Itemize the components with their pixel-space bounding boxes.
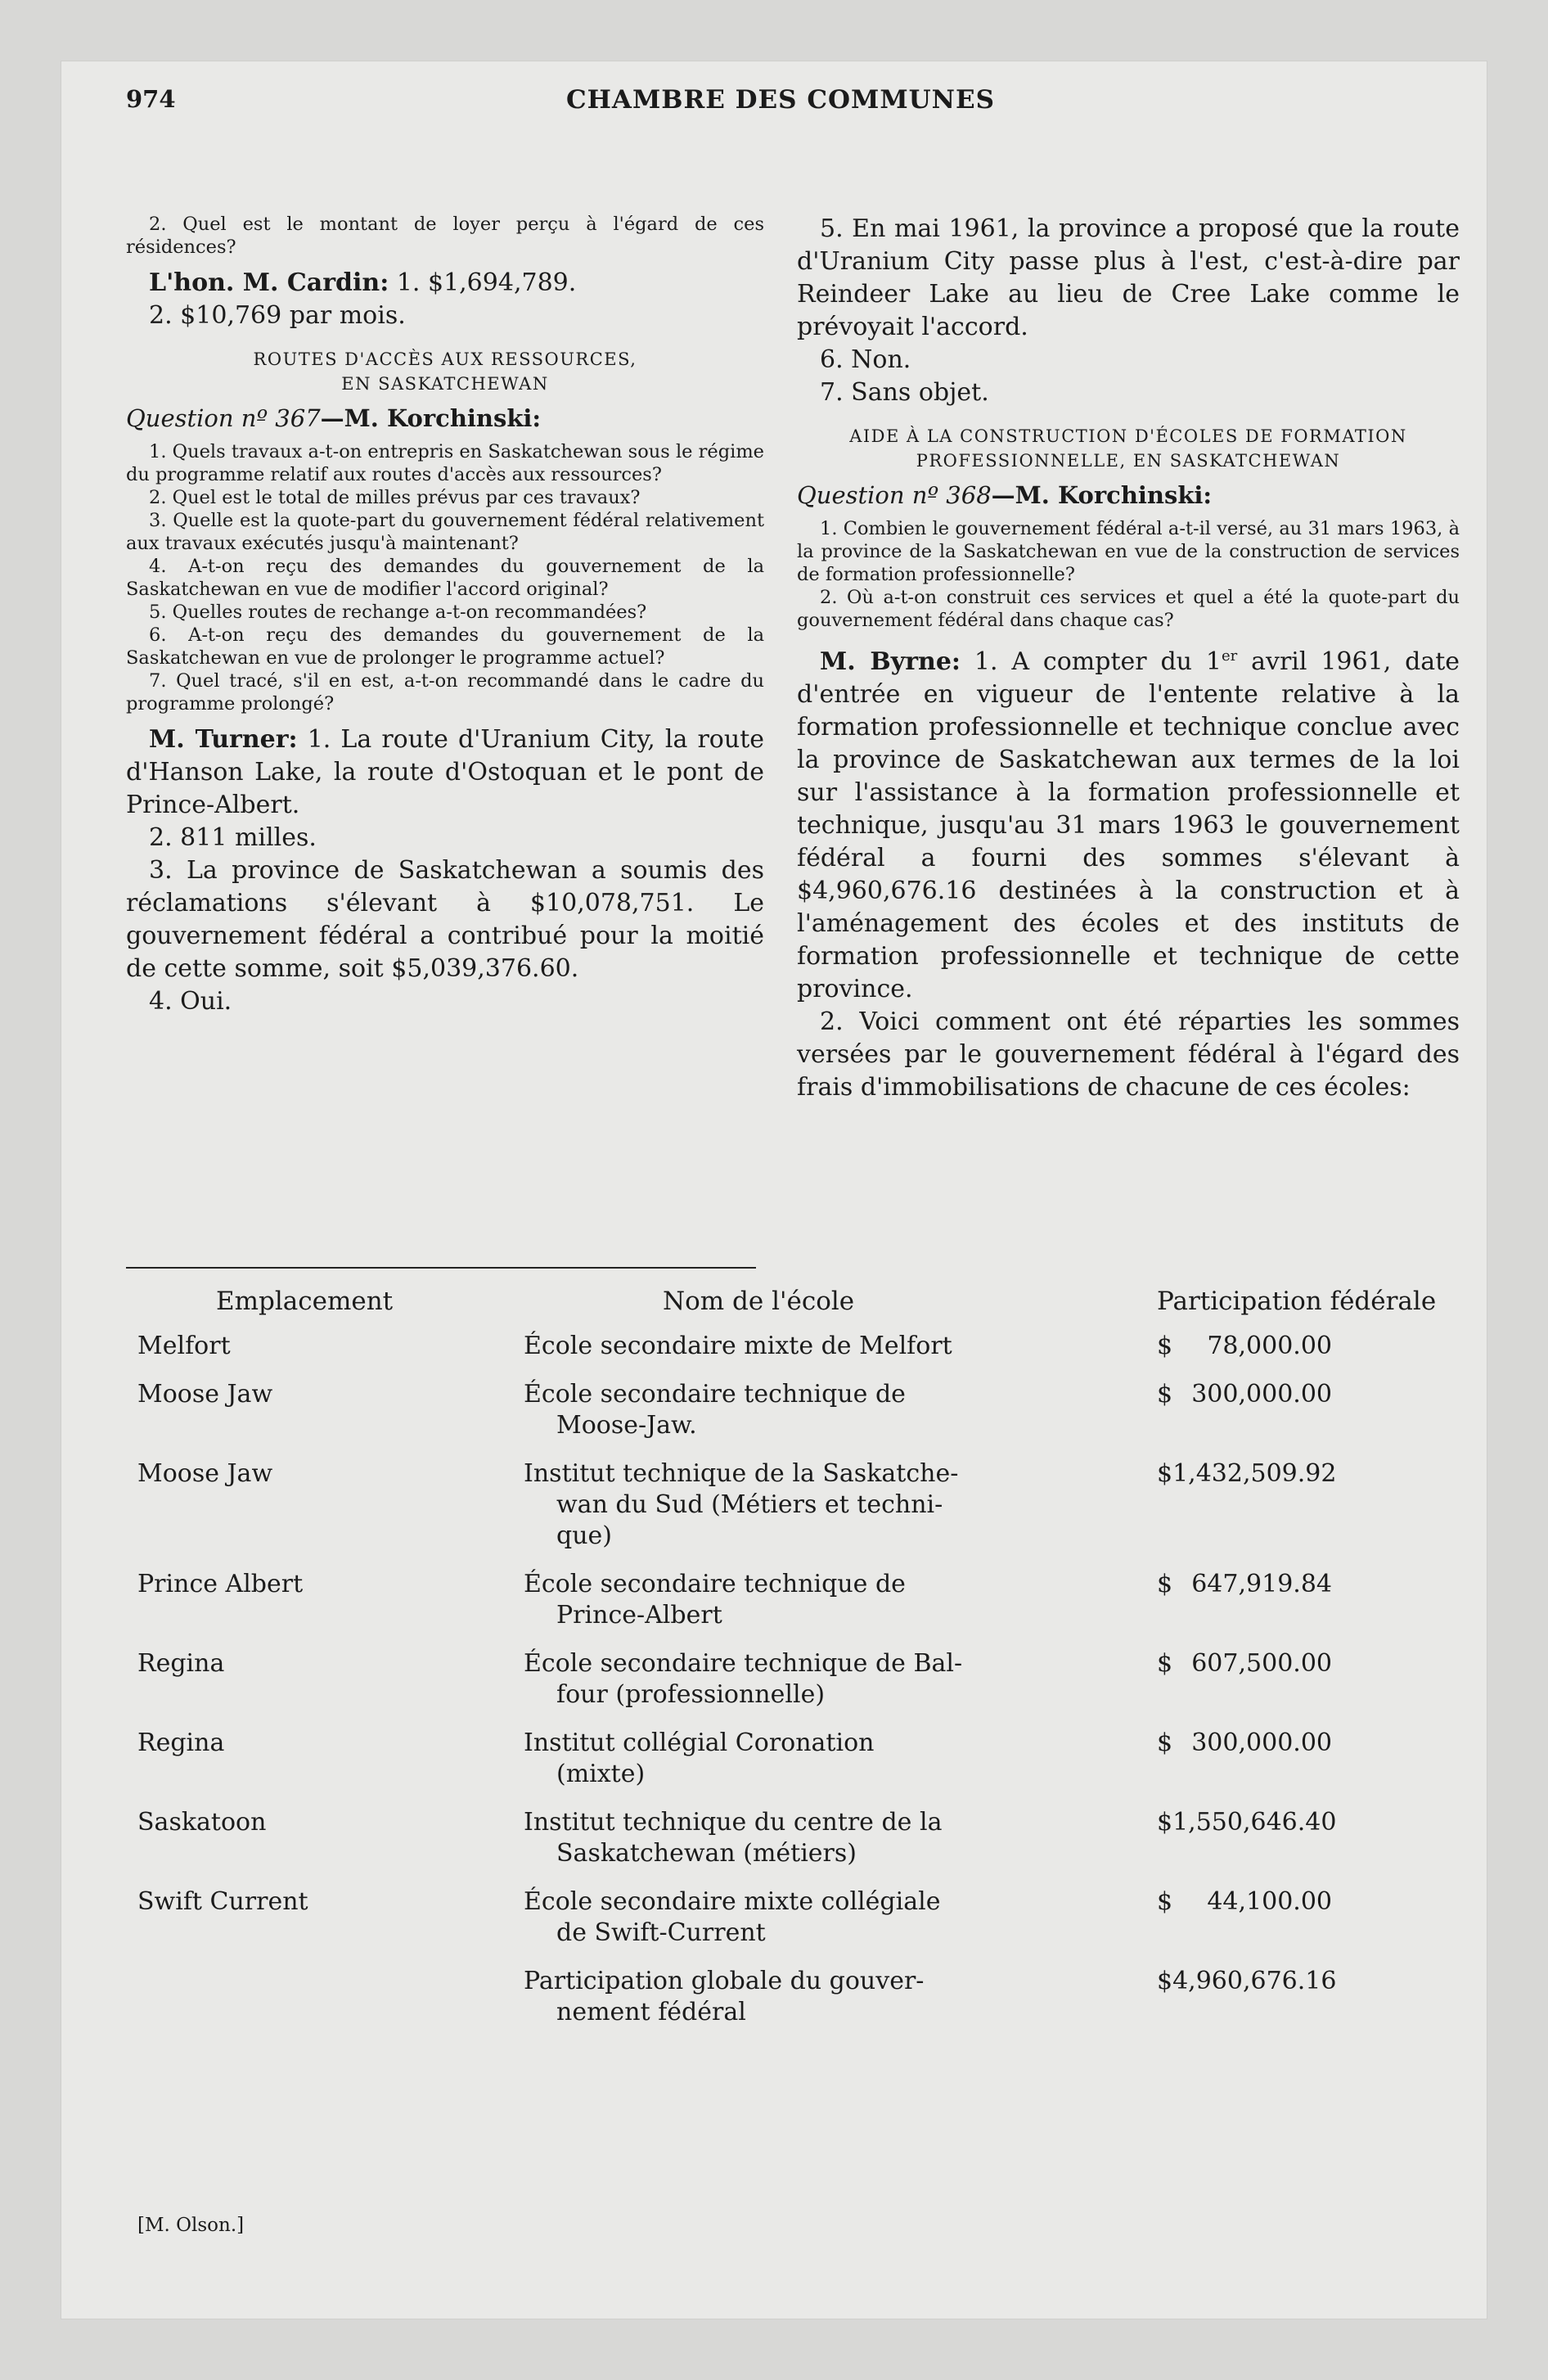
answer-text: 1. $1,694,789. — [389, 268, 577, 297]
answer-paragraph: 2. $10,769 par mois. — [149, 301, 406, 330]
school-name-line: Participation globale du gouver- — [524, 1967, 925, 1995]
question-continuation: 2. Quel est le montant de loyer perçu à l'égard de ces résidences? — [126, 214, 764, 258]
question-member: —M. Korchinski: — [320, 404, 542, 432]
divider-rules — [126, 1267, 756, 1275]
amount-value: 300,000.00 — [1191, 1380, 1332, 1409]
amount-cell — [1106, 1882, 1445, 1961]
answer-paragraph — [797, 640, 1460, 1006]
question-item: 2. Quel est le total de milles prévus par ces travaux? — [149, 487, 641, 508]
question-number — [126, 404, 764, 432]
table-body — [126, 1326, 1445, 2040]
school-name-line: Institut technique de la Saskatche- — [524, 1459, 959, 1488]
school-name-line: (mixte) — [556, 1760, 646, 1788]
amount-cell — [1106, 1454, 1445, 1564]
currency-symbol: $ — [1157, 1570, 1173, 1598]
school-name-line: nement fédéral — [556, 1998, 746, 2026]
right-column — [797, 213, 1460, 1104]
left-column — [126, 213, 764, 1018]
table-header-row — [126, 1287, 1445, 1326]
section-heading — [797, 424, 1460, 473]
divider-rule — [417, 1267, 756, 1269]
school-name-line: four (professionnelle) — [556, 1680, 826, 1709]
school-cell — [524, 1723, 1106, 1802]
question-item: 7. Quel tracé, s'il en est, a-t-on recommandé dans le cadre du programme prolongé? — [126, 670, 764, 714]
amount-cell — [1106, 1326, 1445, 1374]
school-cell — [524, 1564, 1106, 1643]
question-item: 1. Quels travaux a-t-on entrepris en Saskatchewan sous le régime du programme relatif aux routes d'accès aux ressources? — [126, 441, 764, 485]
column-header: Participation fédérale — [1157, 1287, 1437, 1316]
school-name-line: que) — [556, 1521, 612, 1550]
currency-symbol: $ — [1157, 1887, 1173, 1916]
answer-paragraph — [126, 723, 764, 822]
speaker-name: L'hon. M. Cardin: — [149, 268, 389, 297]
amount-value: 44,100.00 — [1207, 1887, 1332, 1916]
amount-value: 78,000.00 — [1207, 1332, 1332, 1360]
currency-symbol: $ — [1157, 1380, 1173, 1409]
question-item: 2. Où a-t-on construit ces services et quel a été la quote-part du gouvernement fédéral dans chaque cas? — [797, 587, 1460, 631]
place-cell: Regina — [137, 1649, 225, 1678]
answer-paragraph: 7. Sans objet. — [820, 378, 989, 407]
answer-text: 1. La route d'Uranium City, la route d'Hanson Lake, la route d'Ostoquan et le pont de Prince-Albert. — [126, 725, 765, 819]
school-name-line: École secondaire technique de — [524, 1380, 906, 1409]
school-cell — [524, 1802, 1106, 1882]
table-row — [126, 1802, 1445, 1882]
school-cell — [524, 1882, 1106, 1961]
school-cell — [524, 1454, 1106, 1564]
amount-value: 647,919.84 — [1191, 1570, 1332, 1598]
section-heading-line: ROUTES D'ACCÈS AUX RESSOURCES, — [253, 349, 637, 369]
school-cell — [524, 1326, 1106, 1374]
place-cell: Prince Albert — [137, 1570, 304, 1598]
school-name-line: École secondaire technique de Bal- — [524, 1649, 963, 1678]
table-row — [126, 1723, 1445, 1802]
amount-cell — [1106, 1643, 1445, 1723]
school-name-line: École secondaire mixte de Melfort — [524, 1332, 952, 1360]
answer-paragraph: 6. Non. — [820, 345, 911, 374]
section-heading-line: EN SASKATCHEWAN — [341, 374, 549, 394]
question-item: 3. Quelle est la quote-part du gouvernement fédéral relativement aux travaux exécutés jusqu'à maintenant? — [126, 510, 764, 554]
school-name-line: Institut collégial Coronation — [524, 1729, 875, 1757]
amount-cell — [1106, 1374, 1445, 1454]
superscript: er — [1221, 647, 1238, 665]
amount-value: $1,432,509.92 — [1157, 1459, 1337, 1488]
answer-paragraph: 5. En mai 1961, la province a proposé que la route d'Uranium City passe plus à l'est, c'est-à-dire par Reindeer Lake au lieu de Cree Lake comme le prévoyait l'accord. — [797, 214, 1460, 341]
place-cell — [126, 1961, 524, 2040]
school-name-line: École secondaire mixte collégiale — [524, 1887, 941, 1916]
question-label: Question nº 368 — [797, 481, 992, 509]
speaker-name: M. Byrne: — [820, 647, 961, 676]
table-row — [126, 1564, 1445, 1643]
answer-paragraph: 4. Oui. — [149, 987, 232, 1016]
amount-value: 607,500.00 — [1191, 1649, 1332, 1678]
page-number: 974 — [126, 85, 176, 113]
question-item: 1. Combien le gouvernement fédéral a-t-il versé, au 31 mars 1963, à la province de la Saskatchewan en vue de la construction de services de formation professionnelle? — [797, 518, 1460, 585]
page-header — [126, 85, 1435, 134]
currency-symbol: $ — [1157, 1332, 1173, 1360]
currency-symbol: $ — [1157, 1649, 1173, 1678]
question-item: 6. A-t-on reçu des demandes du gouvernement de la Saskatchewan en vue de prolonger le programme actuel? — [126, 624, 764, 669]
school-cell — [524, 1374, 1106, 1454]
currency-symbol: $ — [1157, 1729, 1173, 1757]
place-cell: Regina — [137, 1729, 225, 1757]
question-number — [797, 481, 1460, 509]
question-item: 5. Quelles routes de rechange a-t-on recommandées? — [149, 602, 647, 623]
question-label: Question nº 367 — [126, 404, 321, 432]
footer-note: [M. Olson.] — [137, 2215, 245, 2236]
amount-value: $1,550,646.40 — [1157, 1808, 1337, 1837]
place-cell: Moose Jaw — [137, 1459, 273, 1488]
question-member: —M. Korchinski: — [991, 481, 1213, 509]
table-row — [126, 1882, 1445, 1961]
place-cell: Melfort — [137, 1332, 231, 1360]
answer-text: avril 1961, date d'entrée en vigueur de l'entente relative à la formation professionnelle et technique conclue avec la province de Saskatchewan aux termes de la loi sur l'assistance à la formation professionnelle et technique, jusqu'au 31 mars 1963 le gouvernement fédéral a fourni des sommes s'élevant à $4,960,676.16 destinées à la construction et à l'aménagement des écoles et des instituts de formation professionnelle et technique de cette province. — [797, 647, 1460, 1003]
column-header: Emplacement — [216, 1287, 394, 1316]
answer-paragraph: 2. 811 milles. — [149, 823, 317, 852]
school-name-line: Prince-Albert — [556, 1601, 722, 1629]
section-heading-line: PROFESSIONNELLE, EN SASKATCHEWAN — [916, 451, 1341, 471]
table-row — [126, 1454, 1445, 1564]
amount-cell — [1106, 1723, 1445, 1802]
school-name-line: École secondaire technique de — [524, 1570, 906, 1598]
school-name-line: wan du Sud (Métiers et techni- — [556, 1490, 943, 1519]
amount-cell — [1106, 1802, 1445, 1882]
answer-text: 1. A compter du 1 — [961, 647, 1222, 676]
school-name-line: de Swift-Current — [556, 1918, 766, 1947]
school-name-line: Saskatchewan (métiers) — [556, 1839, 857, 1868]
section-heading — [126, 347, 764, 396]
speaker-name: M. Turner: — [149, 725, 298, 754]
amount-value: $4,960,676.16 — [1157, 1967, 1337, 1995]
school-name-line: Moose-Jaw. — [556, 1411, 697, 1440]
table-row — [126, 1374, 1445, 1454]
question-item: 4. A-t-on reçu des demandes du gouvernement de la Saskatchewan en vue de modifier l'accord original? — [126, 556, 764, 600]
answer-paragraph: 2. Voici comment ont été réparties les sommes versées par le gouvernement fédéral à l'égard des frais d'immobilisations de chacune de ces écoles: — [797, 1007, 1460, 1102]
school-cell — [524, 1961, 1106, 2040]
amount-value: 300,000.00 — [1191, 1729, 1332, 1757]
running-head: CHAMBRE DES COMMUNES — [565, 85, 996, 115]
funding-table — [126, 1287, 1445, 2040]
place-cell: Swift Current — [137, 1887, 308, 1916]
place-cell: Saskatoon — [137, 1808, 267, 1837]
school-cell — [524, 1643, 1106, 1723]
answer-paragraph: 3. La province de Saskatchewan a soumis des réclamations s'élevant à $10,078,751. Le gouvernement fédéral a contribué pour la moitié de cette somme, soit $5,039,376.60. — [126, 856, 764, 983]
column-header: Nom de l'école — [663, 1287, 855, 1316]
amount-cell — [1106, 1564, 1445, 1643]
place-cell: Moose Jaw — [137, 1380, 273, 1409]
school-name-line: Institut technique du centre de la — [524, 1808, 943, 1837]
table-row — [126, 1961, 1445, 2040]
divider-rule — [126, 1267, 421, 1269]
table-row — [126, 1326, 1445, 1374]
answer-paragraph — [126, 267, 764, 300]
section-heading-line: AIDE À LA CONSTRUCTION D'ÉCOLES DE FORMATION — [849, 426, 1407, 446]
table-row — [126, 1643, 1445, 1723]
amount-cell — [1106, 1961, 1445, 2040]
